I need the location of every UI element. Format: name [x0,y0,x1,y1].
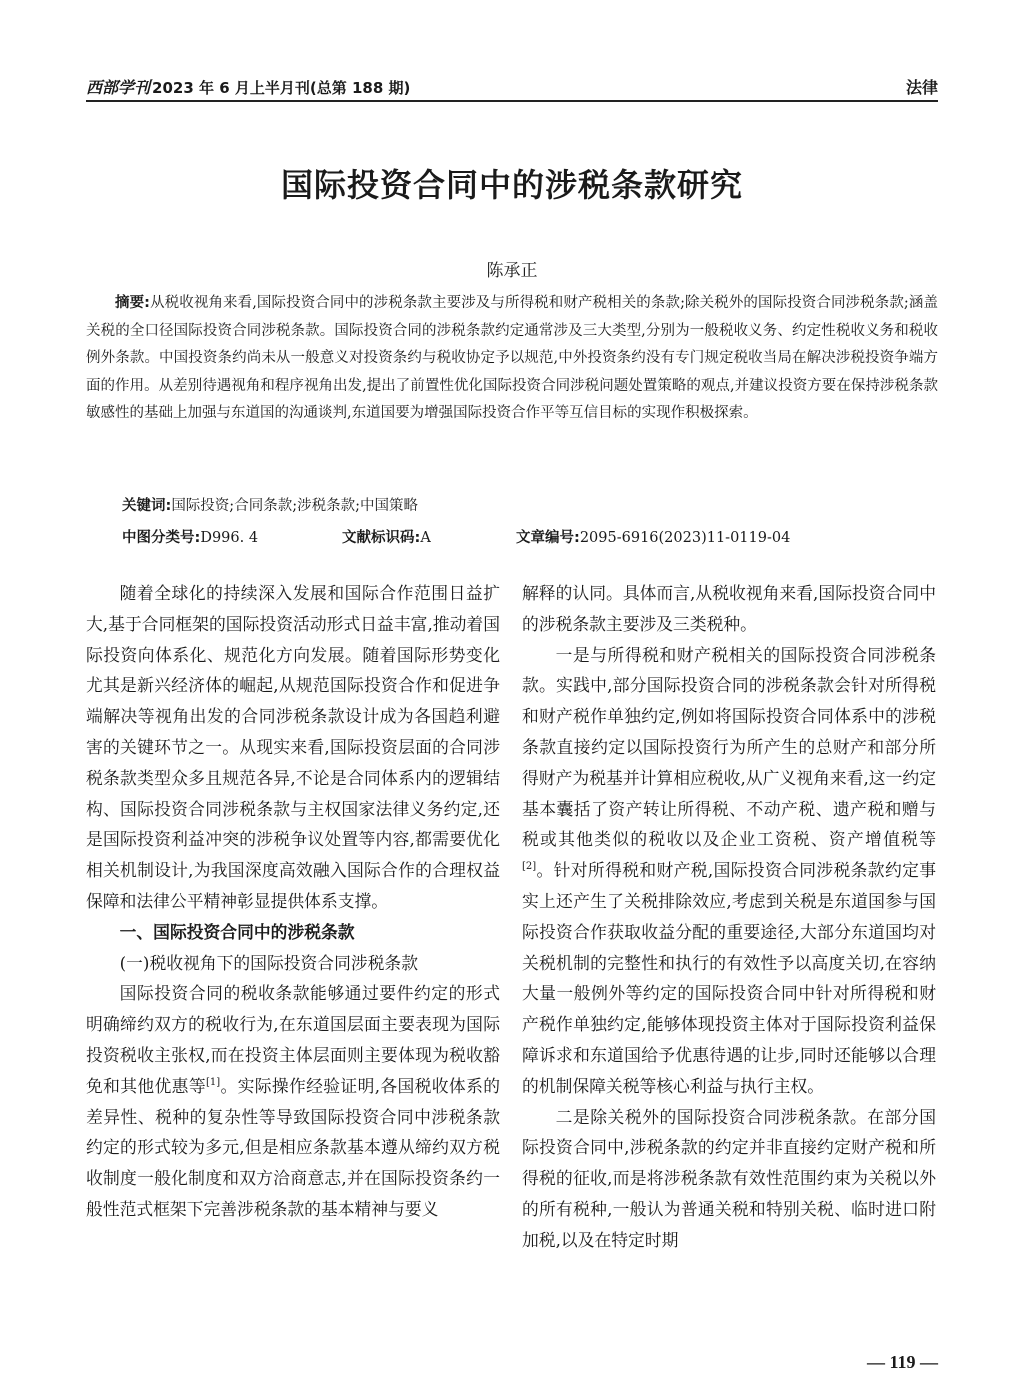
keywords-text: 国际投资;合同条款;涉税条款;中国策略 [171,498,418,514]
abstract-label: 摘要: [115,295,150,311]
clc-value: D996. 4 [200,530,259,546]
doc-label: 文献标识码: [342,530,421,546]
section-heading: 一、国际投资合同中的涉税条款 [119,921,355,942]
abstract [86,290,938,428]
keywords-label: 关键词: [122,498,172,514]
abstract-text: 从税收视角来看,国际投资合同中的涉税条款主要涉及与所得税和财产税相关的条款;除关税外的国际投资合同涉税条款;涵盖关税的全口径国际投资合同涉税条款。国际投资合同的涉税条款约定通常涉及三大类型,分别为一般税收义务、约定性税收义务和税收例外条款。中国投资条约尚未从一般意义对投资条约与税收协定予以规范,中外投资条约没有专门规定税收当局在解决涉税投资争端方面的作用。从差别待遇视角和程序视角出发,提出了前置性优化国际投资合同涉税问题处置策略的观点,并建议投资方要在保持涉税条款敏感性的基础上加强与东道国的沟通谈判,东道国要为增强国际投资合作平等互信目标的实现作积极探索。 [86,295,938,421]
text-run: 。实际操作经验证明,各国税收体系的差异性、税种的复杂性等导致国际投资合同中涉税条款约定的形式较为多元,但是相应条款基本遵从缔约双方税收制度一般化制度和双方洽商意志,并在国际投资条约一般性范式框架下完善涉税条款的基本精神与要义 [86,1075,500,1219]
issue-info: 2023 年 6 月上半月刊(总第 188 期) [152,79,411,97]
running-header [86,72,938,102]
left-column [86,578,500,1225]
paragraph [86,978,500,1224]
text-run: 。针对所得税和财产税,国际投资合同涉税条款约定事实上还产生了关税排除效应,考虑到关税是东道国参与国际投资合作获取收益分配的重要途径,大部分东道国均对关税机制的完整性和执行的有效性予以高度关切,在容纳大量一般例外等约定的国际投资合同中针对所得税和财产税作单独约定,能够体现投资主体对于国际投资利益保障诉求和东道国给予优惠待遇的让步,同时还能够以合理的机制保障关税等核心利益与执行主权。 [522,860,936,1096]
author-name: 陈承正 [486,261,538,281]
right-column [522,578,936,1256]
paragraph [522,640,936,1102]
article-title: 国际投资合同中的涉税条款研究 [280,166,743,204]
section-label: 法律 [905,78,938,97]
doc-value: A [420,530,431,546]
clc-label: 中图分类号: [122,530,201,546]
journal-logo: 西部学刊 [86,78,151,97]
citation-ref: [2] [522,861,537,873]
keywords [122,494,418,515]
paragraph: 解释的认同。具体而言,从税收视角来看,国际投资合同中的涉税条款主要涉及三类税种。 [522,583,936,634]
text-run: 一是与所得税和财产税相关的国际投资合同涉税条款。实践中,部分国际投资合同的涉税条款会针对所得税和财产税作单独约定,例如将国际投资合同体系中的涉税条款直接约定以国际投资行为所产生的总财产和部分所得财产为税基并计算相应税收,从广义视角来看,这一约定基本囊括了资产转让所得税、不动产税、遗产税和赠与税或其他类似的税收以及企业工资税、资产增值税等 [522,644,936,850]
paragraph: 随着全球化的持续深入发展和国际合作范围日益扩大,基于合同框架的国际投资活动形式日益丰富,推动着国际投资向体系化、规范化方向发展。随着国际形势变化尤其是新兴经济体的崛起,从规范国际投资合作和促进争端解决等视角出发的合同涉税条款设计成为各国趋利避害的关键环节之一。从现实来看,国际投资层面的合同涉税条款类型众多且规范各异,不论是合同体系内的逻辑结构、国际投资合同涉税条款与主权国家法律义务约定,还是国际投资利益冲突的涉税争议处置等内容,都需要优化相关机制设计,为我国深度高效融入国际合作的合理权益保障和法律公平精神彰显提供体系支撑。 [86,583,500,911]
page-number: — 119 — [866,1352,938,1372]
text-run: 国际投资合同的税收条款能够通过要件约定的形式明确缔约双方的税收行为,在东道国层面主要表现为国际投资税收主张权,而在投资主体层面则主要体现为税收豁免和其他优惠等 [86,983,500,1096]
art-value: 2095-6916(2023)11-0119-04 [579,530,791,546]
clc-number [122,526,342,547]
subsection-heading: (一)税收视角下的国际投资合同涉税条款 [119,952,418,973]
paragraph: 二是除关税外的国际投资合同涉税条款。在部分国际投资合同中,涉税条款的约定并非直接约定财产税和所得税的征收,而是将涉税条款有效性范围约束为关税以外的所有税种,一般认为普通关税和特别关税、临时进口附加税,以及在特定时期 [522,1106,936,1250]
journal-info [86,75,410,98]
art-label: 文章编号: [516,530,580,546]
classification-line [122,526,882,547]
citation-ref: [1] [205,1076,221,1088]
article-number [516,526,790,547]
doc-code [342,526,516,547]
